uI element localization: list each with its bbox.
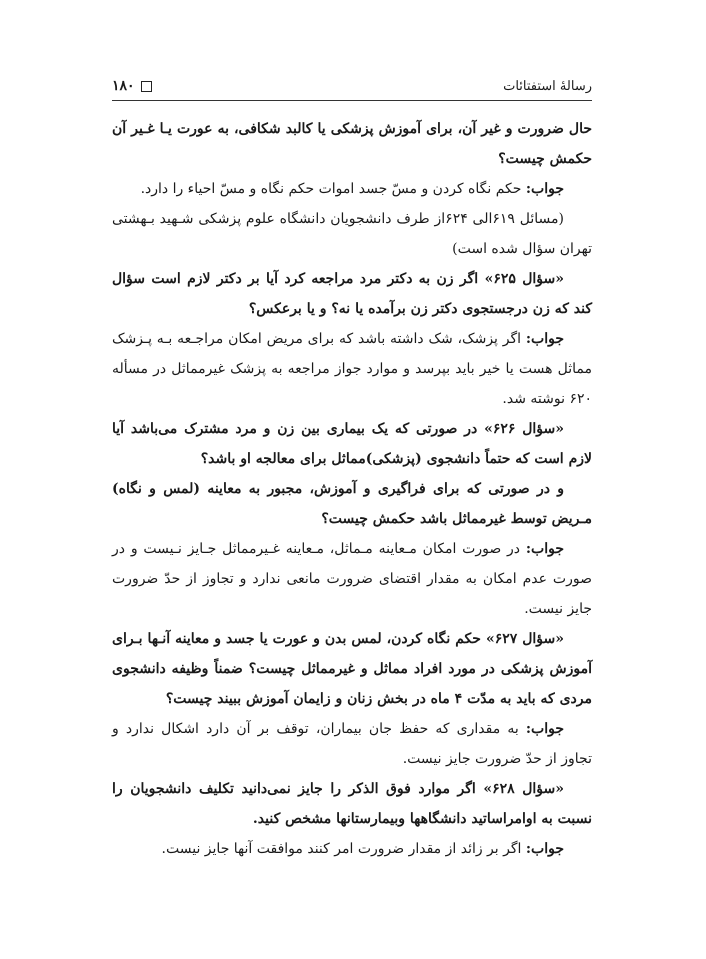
question-paragraph xyxy=(112,774,592,834)
paragraph-text: (مسائل ۶۱۹الی ۶۲۴از طرف دانشجویان دانشگاه علوم پزشکی شـهید بـهشتی تهران سؤال شده است) xyxy=(112,211,592,257)
header-rule xyxy=(112,100,592,101)
question-paragraph xyxy=(112,414,592,474)
question-label: «سؤال ۶۲۶» xyxy=(484,421,565,437)
page-header xyxy=(112,74,592,98)
paragraph-text: اگر پزشک، شک داشته باشد که برای مریض امکان مراجـعه بـه پـزشک مماثل هست یا خیر باید بپرسد و موارد جواز مراجعه به پزشک غیرمماثل در مسأله ۶۲۰ نوشته شد. xyxy=(112,331,592,407)
running-title: رسالهٔ استفتائات xyxy=(503,78,592,94)
paragraph-text: در صورت امکان مـعاینه مـماثل، مـعاینه غـیرمماثل جـایز نـیست و در صورت عدم امکان به مقدار اقتضای ضرورت مانعی ندارد و تجاوز از حدّ ضرورت جایز نیست. xyxy=(112,541,592,617)
paragraph-text: در صورتی که یک بیماری بین زن و مرد مشترک می‌باشد آیا لازم است که حتماً دانشجوی (پزشکی)مماثل برای معالجه او باشد؟ xyxy=(112,421,592,467)
answer-paragraph xyxy=(112,534,592,624)
question-label: «سؤال ۶۲۸» xyxy=(483,781,565,797)
answer-paragraph xyxy=(112,834,592,864)
answer-label: جواب: xyxy=(525,181,564,197)
note-paragraph xyxy=(112,204,592,264)
page-number: ۱۸۰ xyxy=(112,78,135,94)
answer-label: جواب: xyxy=(525,721,565,737)
paragraph-text: به مقداری که حفظ جان بیماران، توقف بر آن دارد اشکال ندارد و تجاوز از حدّ ضرورت جایز نیست. xyxy=(112,721,592,767)
question-label: «سؤال ۶۲۵» xyxy=(484,271,564,287)
answer-label: جواب: xyxy=(525,331,564,347)
question-paragraph xyxy=(112,114,592,174)
answer-label: جواب: xyxy=(525,541,564,557)
question-paragraph xyxy=(112,624,592,714)
paragraph-text: اگر موارد فوق الذکر را جایز نمی‌دانید تکلیف دانشجویان را نسبت به اوامراساتید دانشگاهها وبیمارستانها مشخص کنید. xyxy=(112,781,592,827)
answer-paragraph xyxy=(112,714,592,774)
paragraph-text: اگر زن به دکتر مرد مراجعه کرد آیا بر دکتر لازم است سؤال کند که زن درجستجوی دکتر زن برآمده یا نه؟ و یا برعکس؟ xyxy=(112,271,592,317)
answer-paragraph xyxy=(112,324,592,414)
question-label: «سؤال ۶۲۷» xyxy=(485,631,565,647)
paragraph-text: و در صورتی که برای فراگیری و آموزش، مجبور به معاینه (لمس و نگاه) مـریض توسط غیرمماثل باشد حکمش چیست؟ xyxy=(112,481,592,527)
question-paragraph xyxy=(112,474,592,534)
square-ornament-icon xyxy=(141,81,152,92)
answer-paragraph xyxy=(112,174,592,204)
body-text xyxy=(112,114,592,864)
question-paragraph xyxy=(112,264,592,324)
paragraph-text: حکم نگاه کردن و مسّ جسد اموات حکم نگاه و مسّ احیاء را دارد. xyxy=(140,181,522,197)
paragraph-text: حال ضرورت و غیر آن، برای آموزش پزشکی یا کالبد شکافی، به عورت یـا غـیر آن حکمش چیست؟ xyxy=(112,121,593,167)
paragraph-text: حکم نگاه کردن، لمس بدن و عورت یا جسد و معاینه آنـها بـرای آموزش پزشکی در مورد افراد مماثل و غیرمماثل چیست؟ ضمناً وظیفه دانشجوی مردی که باید به مدّت ۴ ماه در بخش زنان و زایمان آموزش ببیند چیست؟ xyxy=(112,631,592,707)
answer-label: جواب: xyxy=(525,841,564,857)
paragraph-text: اگر بر زائد از مقدار ضرورت امر کنند موافقت آنها جایز نیست. xyxy=(161,841,522,857)
page-number-block xyxy=(112,78,152,94)
